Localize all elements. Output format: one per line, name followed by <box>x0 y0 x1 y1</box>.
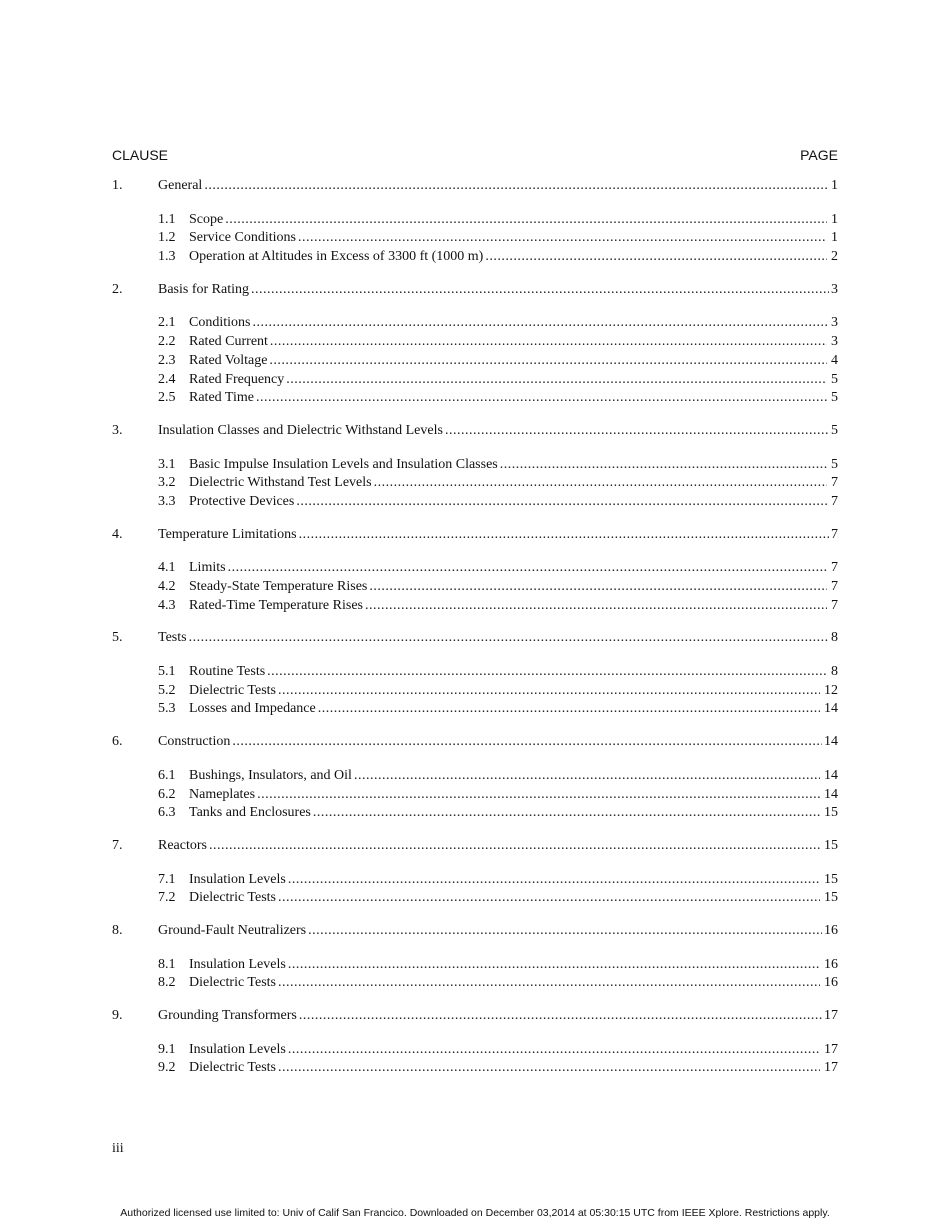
clause-title: Basis for Rating <box>158 281 249 297</box>
toc-subclause-entry[interactable] <box>112 248 838 267</box>
page-ref: 16 <box>824 922 838 938</box>
dot-leader <box>256 389 827 408</box>
toc-subclause-entry[interactable] <box>112 474 838 493</box>
dot-leader <box>288 1041 820 1060</box>
toc-clause-entry[interactable] <box>112 629 838 648</box>
subclause-number: 4.3 <box>158 597 176 613</box>
page-ref: 8 <box>831 630 838 646</box>
page-ref: 1 <box>831 178 838 193</box>
dot-leader <box>296 493 827 512</box>
toc-subclause-entry[interactable] <box>112 871 838 890</box>
subclause-title: Rated Frequency <box>189 371 285 387</box>
toc-subclause-entry[interactable] <box>112 786 838 805</box>
subclause-title: Rated-Time Temperature Rises <box>189 597 363 613</box>
subclause-number: 6.3 <box>158 805 176 821</box>
subclause-number: 2.2 <box>158 334 176 350</box>
dot-leader <box>299 1007 822 1026</box>
toc-clause-entry[interactable] <box>112 422 838 441</box>
page-ref: 1 <box>831 230 838 246</box>
subclause-title: Service Conditions <box>189 230 296 246</box>
page-number: iii <box>112 1141 124 1156</box>
page-ref: 15 <box>824 890 838 906</box>
page-ref: 4 <box>831 352 838 368</box>
page-ref: 15 <box>824 805 838 821</box>
subclause-number: 6.2 <box>158 786 176 802</box>
subclause-number: 4.1 <box>158 560 176 576</box>
dot-leader <box>313 804 820 823</box>
dot-leader <box>286 371 827 390</box>
dot-leader <box>485 248 827 267</box>
dot-leader <box>354 767 820 786</box>
subclause-title: Operation at Altitudes in Excess of 3300 ft (1000 m) <box>189 249 484 265</box>
dot-leader <box>278 682 820 701</box>
subclause-number: 2.4 <box>158 371 176 387</box>
subclause-title: Dielectric Tests <box>189 975 277 991</box>
page-ref: 16 <box>824 975 838 991</box>
dot-leader <box>318 700 820 719</box>
page-ref: 14 <box>824 701 838 717</box>
subclause-number: 1.1 <box>158 211 176 227</box>
clause-number: 8. <box>112 922 123 938</box>
page-ref: 7 <box>831 526 838 542</box>
dot-leader <box>267 663 827 682</box>
dot-leader <box>278 1059 820 1078</box>
clause-number: 3. <box>112 422 123 438</box>
toc-subclause-entry[interactable] <box>112 597 838 616</box>
toc-subclause-entry[interactable] <box>112 211 838 230</box>
subclause-number: 9.2 <box>158 1060 176 1076</box>
subclause-number: 2.3 <box>158 352 176 368</box>
dot-leader <box>299 526 829 545</box>
dot-leader <box>278 974 820 993</box>
page-ref: 7 <box>831 597 838 613</box>
page-ref: 17 <box>824 1008 838 1023</box>
subclause-number: 4.2 <box>158 579 176 594</box>
subclause-number: 1.2 <box>158 230 176 246</box>
toc-subclause-entry[interactable] <box>112 493 838 512</box>
toc-subclause-entry[interactable] <box>112 767 838 786</box>
dot-leader <box>228 559 827 578</box>
dot-leader <box>369 578 827 597</box>
subclause-title: Protective Devices <box>189 493 295 509</box>
page-ref: 5 <box>831 390 838 406</box>
page-ref: 12 <box>824 682 838 698</box>
toc-clause-entry[interactable] <box>112 1007 838 1026</box>
clause-title: Grounding Transformers <box>158 1008 297 1023</box>
dot-leader <box>365 597 827 616</box>
page-ref: 17 <box>824 1060 838 1076</box>
toc-subclause-entry[interactable] <box>112 456 838 475</box>
page-ref: 5 <box>831 422 838 438</box>
subclause-title: Scope <box>189 211 224 227</box>
subclause-title: Insulation Levels <box>189 1041 286 1057</box>
page-ref: 3 <box>831 315 838 331</box>
toc-subclause-entry[interactable] <box>112 559 838 578</box>
toc-subclause-entry[interactable] <box>112 663 838 682</box>
subclause-title: Nameplates <box>189 786 256 802</box>
subclause-title: Dielectric Tests <box>189 890 277 906</box>
toc-subclause-entry[interactable] <box>112 352 838 371</box>
subclause-number: 5.1 <box>158 664 176 680</box>
dot-leader <box>269 352 827 371</box>
subclause-number: 3.3 <box>158 493 176 509</box>
toc-subclause-entry[interactable] <box>112 389 838 408</box>
subclause-number: 7.2 <box>158 890 176 906</box>
subclause-number: 6.1 <box>158 767 176 783</box>
dot-leader <box>288 956 820 975</box>
dot-leader <box>298 229 827 248</box>
clause-number: 5. <box>112 630 123 646</box>
page-ref: 7 <box>831 493 838 509</box>
subclause-number: 5.2 <box>158 682 176 698</box>
subclause-number: 2.5 <box>158 390 176 406</box>
subclause-number: 1.3 <box>158 249 176 265</box>
subclause-title: Bushings, Insulators, and Oil <box>189 767 352 783</box>
clause-number: 1. <box>112 178 123 193</box>
toc-subclause-entry[interactable] <box>112 333 838 352</box>
subclause-number: 5.3 <box>158 701 176 717</box>
subclause-title: Basic Impulse Insulation Levels and Insulation Classes <box>189 456 498 472</box>
subclause-title: Tanks and Enclosures <box>189 805 311 821</box>
page-ref: 17 <box>824 1041 838 1057</box>
toc-clause-entry[interactable] <box>112 922 838 941</box>
toc-subclause-entry[interactable] <box>112 229 838 248</box>
clause-number: 2. <box>112 281 123 297</box>
license-footer: Authorized licensed use limited to: Univ of Calif San Francico. Downloaded on December 03,2014 at 05:30:15 UTC from IEEE Xplore. Restrictions apply. <box>120 1207 830 1219</box>
page-ref: 5 <box>831 456 838 472</box>
subclause-title: Conditions <box>189 315 251 331</box>
subclause-number: 7.1 <box>158 871 176 887</box>
subclause-number: 3.2 <box>158 475 176 491</box>
toc-clause-entry[interactable] <box>112 177 838 196</box>
dot-leader <box>225 211 827 230</box>
page-ref: 3 <box>831 281 838 297</box>
page-ref: 7 <box>831 579 838 594</box>
subclause-title: Dielectric Withstand Test Levels <box>189 475 372 491</box>
toc-subclause-entry[interactable] <box>112 1059 838 1078</box>
clause-title: Tests <box>158 630 187 646</box>
page-ref: 7 <box>831 475 838 491</box>
dot-leader <box>257 786 820 805</box>
subclause-number: 8.1 <box>158 956 176 972</box>
subclause-number: 3.1 <box>158 456 176 472</box>
page-ref: 1 <box>831 211 838 227</box>
page-ref: 7 <box>831 560 838 576</box>
subclause-title: Steady-State Temperature Rises <box>189 579 368 594</box>
toc-clause-entry[interactable] <box>112 837 838 856</box>
clause-title: Ground-Fault Neutralizers <box>158 922 307 938</box>
clause-number: 7. <box>112 837 123 853</box>
toc-subclause-entry[interactable] <box>112 578 838 597</box>
subclause-title: Limits <box>189 560 226 576</box>
dot-leader <box>252 314 827 333</box>
dot-leader <box>209 837 822 856</box>
dot-leader <box>445 422 829 441</box>
table-of-contents <box>112 177 838 1078</box>
toc-clause-entry[interactable] <box>112 281 838 300</box>
page-ref: 5 <box>831 371 838 387</box>
page-column-header: PAGE <box>800 147 838 163</box>
subclause-title: Losses and Impedance <box>189 701 316 717</box>
toc-subclause-entry[interactable] <box>112 956 838 975</box>
page-ref: 3 <box>831 334 838 350</box>
subclause-title: Rated Time <box>189 390 254 406</box>
toc-clause-entry[interactable] <box>112 733 838 752</box>
subclause-number: 8.2 <box>158 975 176 991</box>
page-ref: 8 <box>831 664 838 680</box>
clause-title: Reactors <box>158 837 207 853</box>
subclause-title: Rated Voltage <box>189 352 268 368</box>
dot-leader <box>189 629 829 648</box>
page-ref: 16 <box>824 956 838 972</box>
page-ref: 14 <box>824 786 838 802</box>
dot-leader <box>288 871 820 890</box>
clause-number: 9. <box>112 1008 123 1023</box>
toc-subclause-entry[interactable] <box>112 974 838 993</box>
subclause-title: Dielectric Tests <box>189 682 277 698</box>
toc-subclause-entry[interactable] <box>112 371 838 390</box>
dot-leader <box>374 474 827 493</box>
subclause-title: Insulation Levels <box>189 871 286 887</box>
clause-number: 4. <box>112 526 123 542</box>
toc-subclause-entry[interactable] <box>112 682 838 701</box>
toc-subclause-entry[interactable] <box>112 889 838 908</box>
subclause-title: Insulation Levels <box>189 956 286 972</box>
subclause-number: 2.1 <box>158 315 176 331</box>
toc-subclause-entry[interactable] <box>112 314 838 333</box>
subclause-title: Routine Tests <box>189 664 266 680</box>
clause-title: Temperature Limitations <box>158 526 297 542</box>
dot-leader <box>232 733 822 752</box>
subclause-title: Rated Current <box>189 334 268 350</box>
page-ref: 2 <box>831 249 838 265</box>
clause-number: 6. <box>112 734 123 750</box>
toc-subclause-entry[interactable] <box>112 700 838 719</box>
dot-leader <box>204 177 829 196</box>
page-ref: 15 <box>824 871 838 887</box>
toc-clause-entry[interactable] <box>112 526 838 545</box>
subclause-number: 9.1 <box>158 1041 176 1057</box>
subclause-title: Dielectric Tests <box>189 1060 277 1076</box>
clause-title: Insulation Classes and Dielectric Withstand Levels <box>158 422 443 438</box>
dot-leader <box>500 456 827 475</box>
page-ref: 14 <box>824 734 838 750</box>
clause-column-header: CLAUSE <box>112 147 169 163</box>
dot-leader <box>278 889 820 908</box>
page-ref: 14 <box>824 767 838 783</box>
dot-leader <box>270 333 827 352</box>
toc-subclause-entry[interactable] <box>112 804 838 823</box>
page-ref: 15 <box>824 837 838 853</box>
clause-title: General <box>158 178 203 193</box>
clause-title: Construction <box>158 734 231 750</box>
toc-subclause-entry[interactable] <box>112 1041 838 1060</box>
dot-leader <box>251 281 829 300</box>
dot-leader <box>308 922 822 941</box>
